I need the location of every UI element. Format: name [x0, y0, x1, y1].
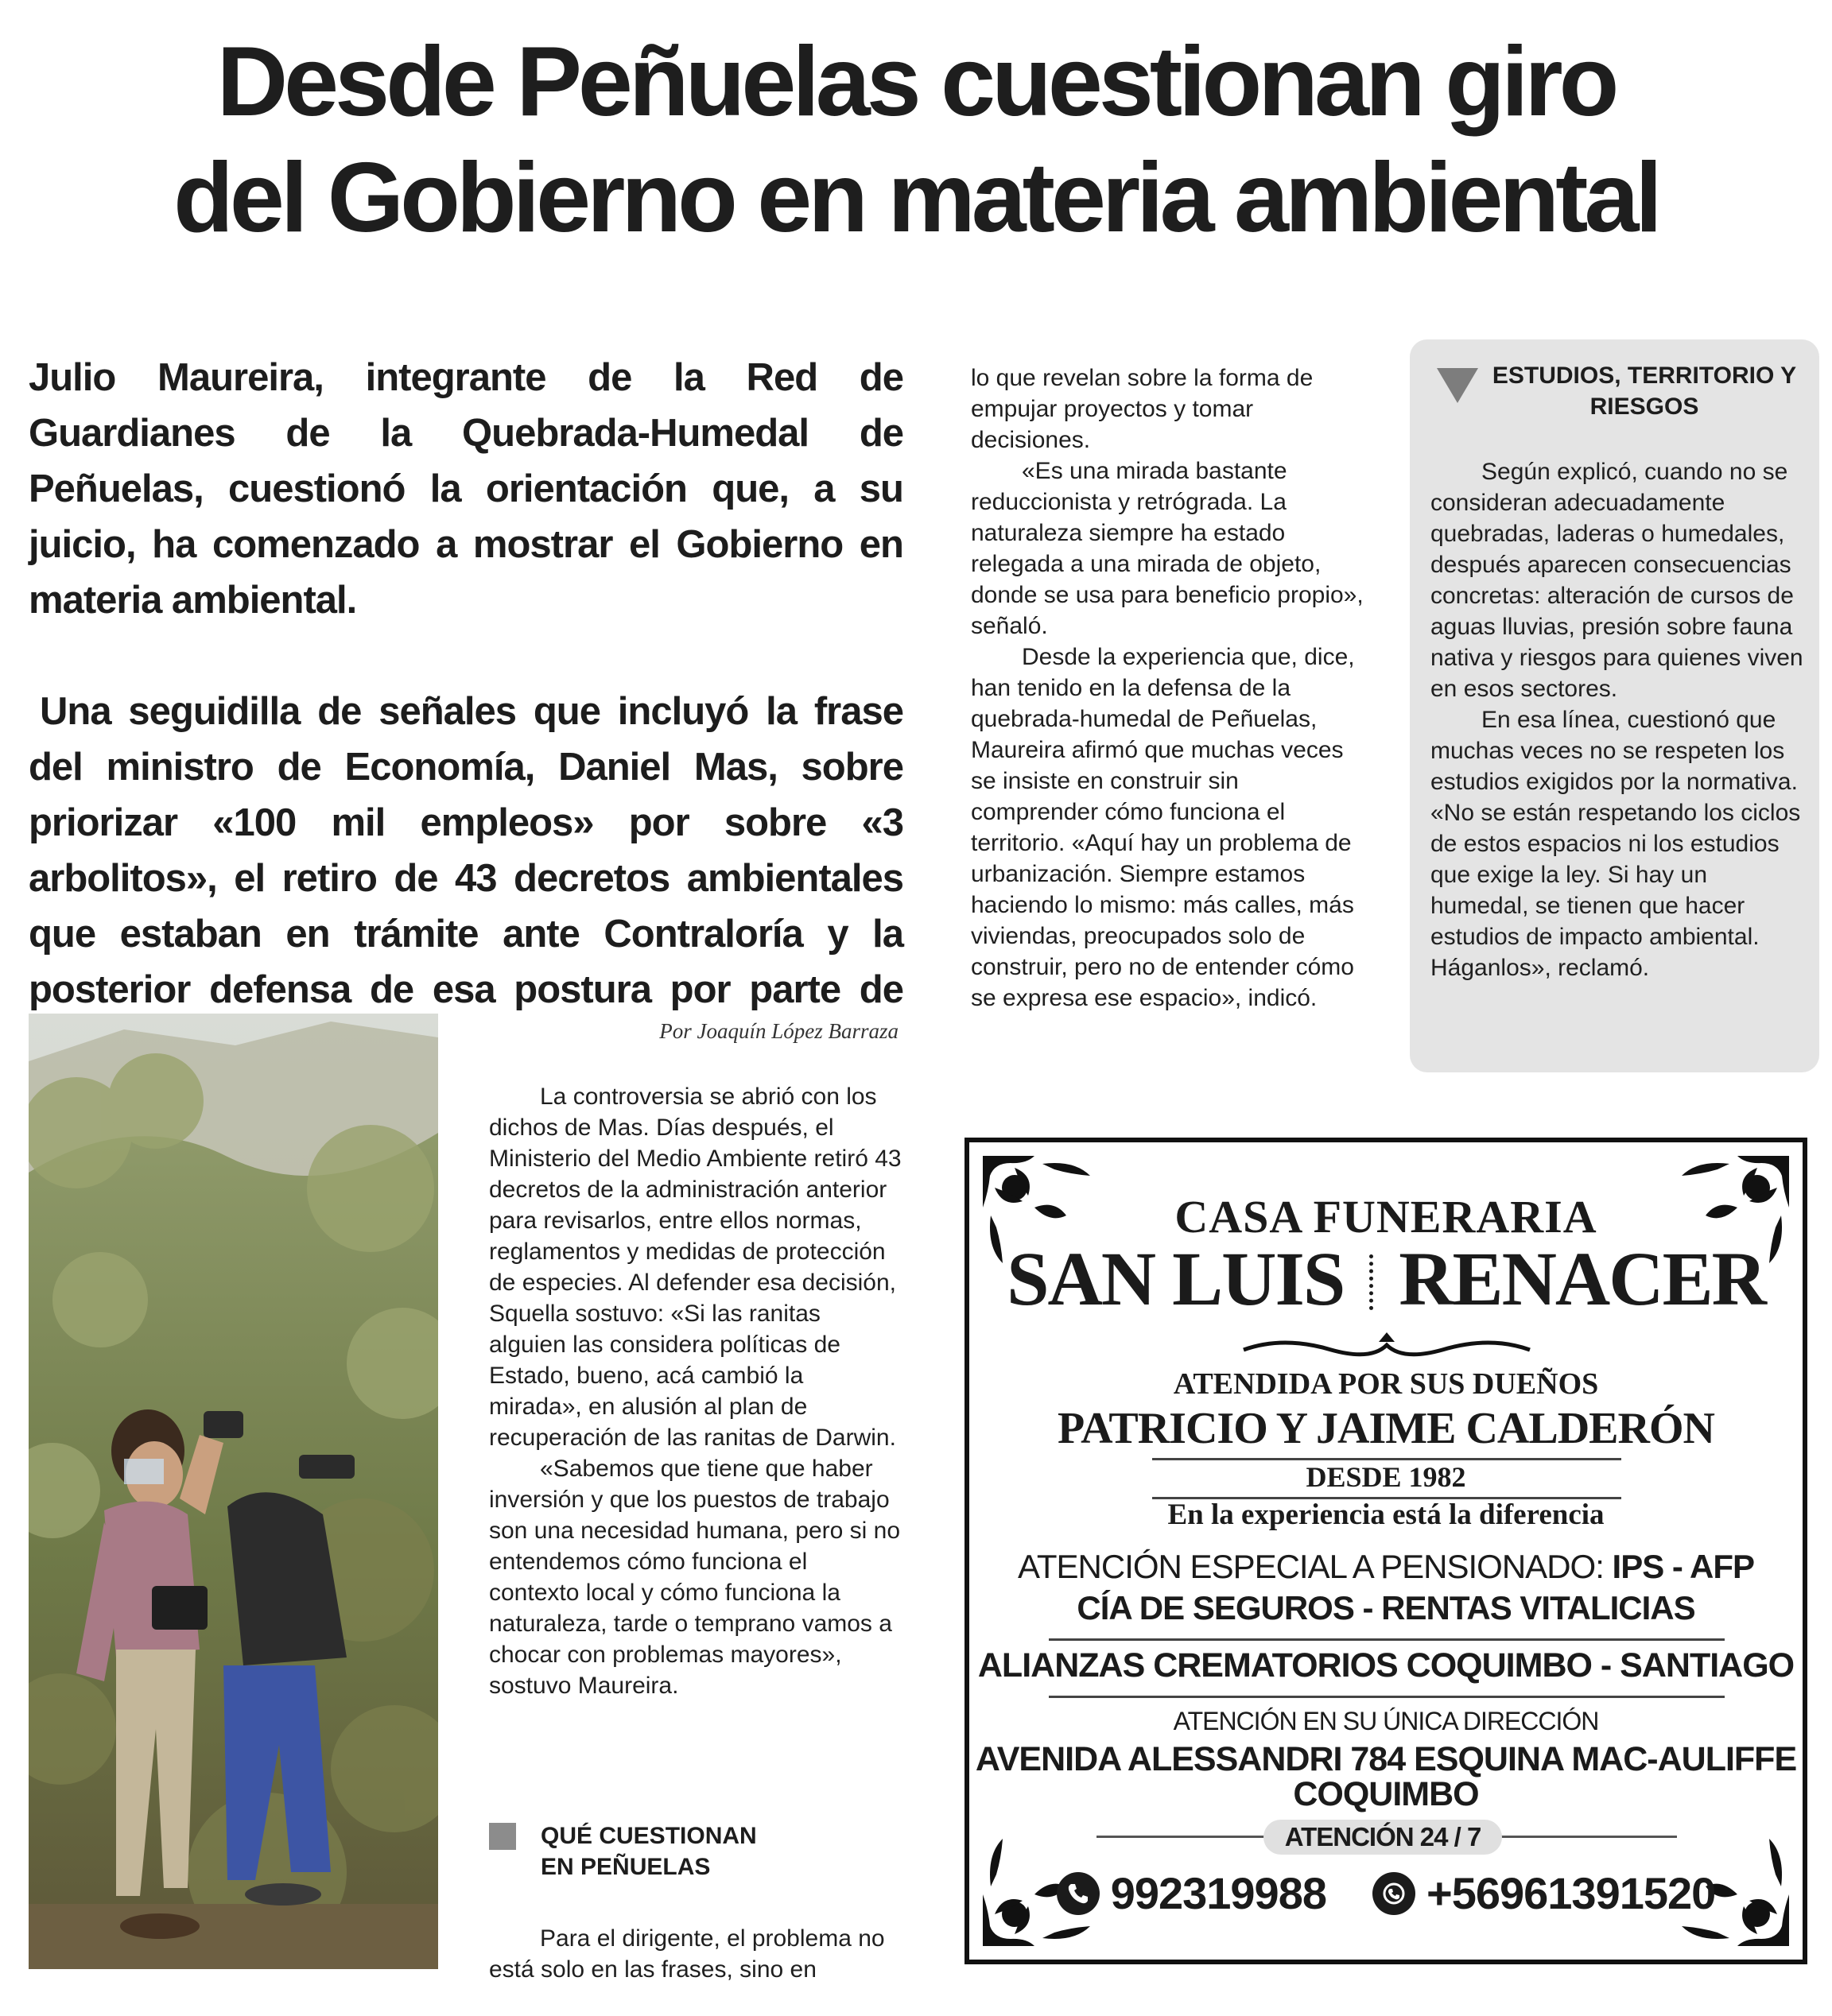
- ad-name-san-luis: SAN LUIS: [1007, 1236, 1345, 1321]
- headline-line-1: Desde Peñuelas cuestionan giro: [216, 27, 1616, 137]
- paragraph: En esa línea, cuestionó que muchas veces no se respeten los estudios exigidos por la normativa. «No se están respetando los ciclos de estos espacios ni los estudios que exige la ley. Si hay un humedal, se tienen que hacer estudios de impacto ambiental. Háganlos», reclamó.: [1430, 707, 1801, 981]
- paragraph: «Es una mirada bastante reduccionista y retrógrada. La naturaleza siempre ha estado relegada a una mirada de objeto, donde se usa para beneficio propio», señaló.: [971, 458, 1364, 639]
- ad-business-name: [969, 1236, 1803, 1321]
- byline: Por Joaquín López Barraza: [659, 1019, 899, 1043]
- birdwatchers-photo: [29, 1014, 438, 1969]
- ad-owners: PATRICIO Y JAIME CALDERÓN: [1058, 1404, 1714, 1453]
- ad-atencion-especial-prefix: ATENCIÓN ESPECIAL A PENSIONADO:: [1017, 1548, 1613, 1585]
- dotted-separator: [1369, 1254, 1373, 1310]
- triangle-down-icon: [1437, 368, 1478, 403]
- ad-slogan: En la experiencia está la diferencia: [1167, 1498, 1605, 1531]
- ad-direccion-line-1: AVENIDA ALESSANDRI 784 ESQUINA MAC-AULIFFE: [975, 1740, 1797, 1778]
- headline-line-2: del Gobierno en materia ambiental: [173, 143, 1659, 254]
- article-column-2-continued: [489, 1923, 902, 1985]
- flourish-ornament-icon: [1236, 1328, 1538, 1367]
- lead-paragraph-2: Una seguidilla de señales que incluyó la frase del ministro de Economía, Daniel Mas, sobre priorizar «100 mil empleos» por sobre «3 arbolitos», el retiro de 43 decretos ambientales que estaban en trámite ante Contraloría y la posterior defensa de esa postura por parte de: [29, 690, 903, 1011]
- article-column-3: [971, 362, 1372, 1014]
- square-bullet-icon: [489, 1823, 516, 1850]
- divider: [1049, 1638, 1725, 1641]
- ad-phone-number: 992319988: [1110, 1868, 1326, 1918]
- paragraph: lo que revelan sobre la forma de empujar proyectos y tomar decisiones.: [971, 365, 1314, 453]
- ad-alianzas: ALIANZAS CREMATORIOS COQUIMBO - SANTIAGO: [977, 1646, 1795, 1685]
- ad-casa-funeraria: CASA FUNERARIA: [1174, 1191, 1597, 1243]
- sidebar-box: [1410, 339, 1819, 1072]
- lead-paragraphs: [29, 350, 903, 1073]
- paragraph: «Sabemos que tiene que haber inversión y que los puestos de trabajo son una necesidad humana, pero si no entendemos cómo funciona el contexto local y cómo funciona la naturaleza, tarde o temprano vamos a chocar con problemas mayores», sostuvo Maureira.: [489, 1456, 901, 1699]
- ad-unica-direccion: ATENCIÓN EN SU ÚNICA DIRECCIÓN: [1173, 1707, 1599, 1735]
- article-column-2: [489, 1081, 902, 1701]
- paragraph: La controversia se abrió con los dichos de Mas. Días después, el Ministerio del Medio Ambiente retiró 43 decretos de la administración anterior para revisarlos, entre ellos normas, reglamentos y medidas de protección de especies. Al defender esa decisión, Squella sostuvo: «Si las ranitas alguien las considera políticas de Estado, bueno, acá cambió la mirada», en alusión al plan de recuperación de las ranitas de Darwin.: [489, 1084, 902, 1451]
- paragraph: Para el dirigente, el problema no está solo en las frases, sino en: [489, 1925, 885, 1983]
- ad-name-renacer: RENACER: [1399, 1236, 1765, 1321]
- ad-phones: [969, 1867, 1803, 1919]
- funeral-home-ad: [965, 1138, 1807, 1964]
- ad-direccion: [969, 1742, 1803, 1812]
- phone-icon: [1057, 1872, 1100, 1915]
- ad-cia-seguros: CÍA DE SEGUROS - RENTAS VITALICIAS: [1077, 1589, 1695, 1626]
- article-photo: [29, 1014, 438, 1969]
- sidebar-title: ESTUDIOS, TERRITORIO Y RIESGOS: [1492, 362, 1797, 420]
- ad-atencion-especial-bold: IPS - AFP: [1612, 1548, 1754, 1585]
- paragraph: Desde la experiencia que, dice, han tenido en la defensa de la quebrada-humedal de Peñuelas, Maureira afirmó que muchas veces se insiste en construir sin comprender cómo funciona el territorio. «Aquí hay un problema de urbanización. Siempre estamos haciendo lo mismo: más calles, más viviendas, preocupados solo de construir, pero no de entender cómo se expresa ese espacio», indicó.: [971, 644, 1355, 1011]
- ad-whatsapp-number: +56961391520: [1426, 1868, 1716, 1918]
- whatsapp-icon: [1372, 1872, 1415, 1915]
- ad-direccion-line-2: COQUIMBO: [1293, 1775, 1479, 1813]
- ad-atendida: ATENDIDA POR SUS DUEÑOS: [1173, 1367, 1599, 1401]
- headline: [0, 24, 1832, 257]
- ad-atencion-24-7: ATENCIÓN 24 / 7: [1263, 1820, 1502, 1855]
- divider: [1049, 1696, 1725, 1698]
- ad-atencion-especial: [969, 1548, 1803, 1586]
- section-subhead: [489, 1820, 902, 1884]
- ad-desde: DESDE 1982: [1306, 1461, 1466, 1493]
- lead-paragraph-1: Julio Maureira, integrante de la Red de Guardianes de la Quebrada-Humedal de Peñuelas, cuestionó la orientación que, a su juicio, ha comenzado a mostrar el Gobierno en materia ambiental.: [29, 356, 903, 622]
- paragraph: Según explicó, cuando no se consideran adecuadamente quebradas, laderas o humedales, después aparecen consecuencias concretas: alteración de cursos de aguas lluvias, presión sobre fauna nativa y riesgos para quienes viven en esos sectores.: [1430, 459, 1803, 702]
- subhead-text: QUÉ CUESTIONAN EN PEÑUELAS: [541, 1823, 757, 1880]
- sidebar-body: [1430, 456, 1804, 983]
